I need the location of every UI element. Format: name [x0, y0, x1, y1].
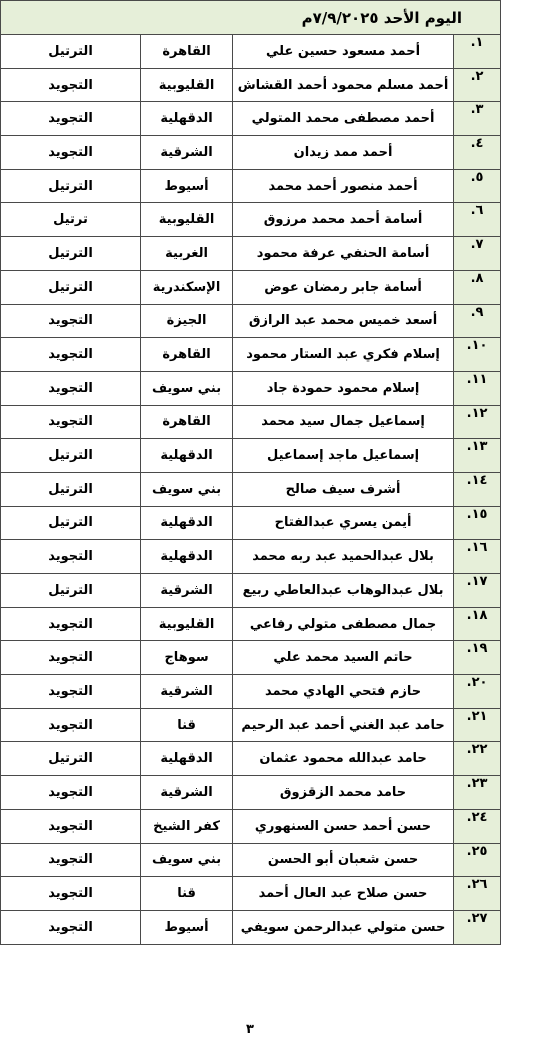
participant-name: أيمن يسري عبدالفتاح — [233, 506, 454, 540]
table-row — [1, 237, 501, 271]
table-row — [1, 641, 501, 675]
governorate: كفر الشيخ — [141, 809, 233, 843]
row-number: ٦. — [454, 203, 501, 237]
governorate: القاهرة — [141, 35, 233, 69]
governorate: قنا — [141, 877, 233, 911]
row-number: ١٧. — [454, 574, 501, 608]
recitation-type: الترتيل — [1, 472, 141, 506]
participant-name: أسامة جابر رمضان عوض — [233, 270, 454, 304]
table-row — [1, 203, 501, 237]
governorate: الدقهلية — [141, 439, 233, 473]
participant-name: حازم فتحي الهادي محمد — [233, 675, 454, 709]
row-number: ٢٦. — [454, 877, 501, 911]
participant-name: حاتم السيد محمد علي — [233, 641, 454, 675]
day-title: اليوم الأحد ٧/٩/٢٠٢٥م — [1, 1, 501, 35]
row-number: ٥. — [454, 169, 501, 203]
row-number: ٢٣. — [454, 776, 501, 810]
page-number: ٣ — [246, 1022, 254, 1037]
row-number: ١٨. — [454, 607, 501, 641]
table-row — [1, 102, 501, 136]
governorate: قنا — [141, 708, 233, 742]
participant-name: أسامة أحمد محمد مرزوق — [233, 203, 454, 237]
table-row — [1, 405, 501, 439]
row-number: ٤. — [454, 136, 501, 170]
row-number: ٢. — [454, 68, 501, 102]
recitation-type: التجويد — [1, 877, 141, 911]
governorate: الغربية — [141, 237, 233, 271]
participant-name: حامد محمد الزقزوق — [233, 776, 454, 810]
recitation-type: التجويد — [1, 405, 141, 439]
table-row — [1, 35, 501, 69]
governorate: الدقهلية — [141, 506, 233, 540]
participant-name: إسماعيل ماجد إسماعيل — [233, 439, 454, 473]
recitation-type: ترتيل — [1, 203, 141, 237]
table-row — [1, 809, 501, 843]
participant-name: بلال عبدالوهاب عبدالعاطي ربيع — [233, 574, 454, 608]
participant-name: أحمد منصور أحمد محمد — [233, 169, 454, 203]
governorate: الشرقية — [141, 574, 233, 608]
participant-name: إسلام محمود حمودة جاد — [233, 371, 454, 405]
recitation-type: الترتيل — [1, 35, 141, 69]
recitation-type: التجويد — [1, 708, 141, 742]
recitation-type: الترتيل — [1, 270, 141, 304]
table-row — [1, 136, 501, 170]
recitation-type: الترتيل — [1, 169, 141, 203]
row-number: ٩. — [454, 304, 501, 338]
row-number: ٨. — [454, 270, 501, 304]
governorate: أسيوط — [141, 910, 233, 944]
recitation-type: التجويد — [1, 68, 141, 102]
recitation-type: الترتيل — [1, 439, 141, 473]
table-row — [1, 472, 501, 506]
header-row — [1, 1, 501, 35]
governorate: الجيزة — [141, 304, 233, 338]
recitation-type: التجويد — [1, 102, 141, 136]
recitation-type: الترتيل — [1, 506, 141, 540]
participant-name: حسن صلاح عبد العال أحمد — [233, 877, 454, 911]
recitation-type: التجويد — [1, 910, 141, 944]
recitation-type: الترتيل — [1, 742, 141, 776]
table-row — [1, 776, 501, 810]
row-number: ١٥. — [454, 506, 501, 540]
recitation-type: التجويد — [1, 843, 141, 877]
row-number: ٢٧. — [454, 910, 501, 944]
governorate: الدقهلية — [141, 742, 233, 776]
row-number: ١١. — [454, 371, 501, 405]
governorate: بني سويف — [141, 371, 233, 405]
recitation-type: التجويد — [1, 338, 141, 372]
governorate: القليوبية — [141, 607, 233, 641]
table-row — [1, 843, 501, 877]
table-row — [1, 877, 501, 911]
table-row — [1, 68, 501, 102]
recitation-type: التجويد — [1, 540, 141, 574]
table-row — [1, 910, 501, 944]
row-number: ٢٢. — [454, 742, 501, 776]
participant-name: أسامة الحنفي عرفة محمود — [233, 237, 454, 271]
participant-name: بلال عبدالحميد عبد ربه محمد — [233, 540, 454, 574]
table-row — [1, 304, 501, 338]
governorate: سوهاج — [141, 641, 233, 675]
recitation-type: التجويد — [1, 776, 141, 810]
row-number: ٢٤. — [454, 809, 501, 843]
table-row — [1, 506, 501, 540]
governorate: الشرقية — [141, 776, 233, 810]
governorate: الدقهلية — [141, 102, 233, 136]
table-row — [1, 607, 501, 641]
row-number: ١٢. — [454, 405, 501, 439]
governorate: القليوبية — [141, 68, 233, 102]
row-number: ٧. — [454, 237, 501, 271]
row-number: ١٠. — [454, 338, 501, 372]
participant-name: أسعد خميس محمد عبد الرازق — [233, 304, 454, 338]
row-number: ٢٥. — [454, 843, 501, 877]
row-number: ٢١. — [454, 708, 501, 742]
participant-name: حامد عبد الغني أحمد عبد الرحيم — [233, 708, 454, 742]
governorate: بني سويف — [141, 472, 233, 506]
row-number: ٣. — [454, 102, 501, 136]
participant-name: أحمد ممد زيدان — [233, 136, 454, 170]
table-row — [1, 338, 501, 372]
participant-name: حسن أحمد حسن السنهوري — [233, 809, 454, 843]
participant-name: إسلام فكري عبد الستار محمود — [233, 338, 454, 372]
table-row — [1, 270, 501, 304]
governorate: الشرقية — [141, 136, 233, 170]
recitation-type: الترتيل — [1, 574, 141, 608]
governorate: أسيوط — [141, 169, 233, 203]
participant-name: أشرف سيف صالح — [233, 472, 454, 506]
participant-name: أحمد مسلم محمود أحمد القشاش — [233, 68, 454, 102]
governorate: الدقهلية — [141, 540, 233, 574]
table-row — [1, 439, 501, 473]
governorate: بني سويف — [141, 843, 233, 877]
table-row — [1, 574, 501, 608]
table-body — [1, 35, 501, 945]
governorate: القاهرة — [141, 338, 233, 372]
recitation-type: التجويد — [1, 136, 141, 170]
recitation-type: التجويد — [1, 371, 141, 405]
table-row — [1, 708, 501, 742]
participant-name: جمال مصطفى متولي رفاعي — [233, 607, 454, 641]
table-row — [1, 675, 501, 709]
governorate: القاهرة — [141, 405, 233, 439]
participant-name: إسماعيل جمال سيد محمد — [233, 405, 454, 439]
participant-name: حسن شعبان أبو الحسن — [233, 843, 454, 877]
row-number: ١٩. — [454, 641, 501, 675]
governorate: الشرقية — [141, 675, 233, 709]
participant-name: أحمد مسعود حسين علي — [233, 35, 454, 69]
row-number: ١٤. — [454, 472, 501, 506]
recitation-type: التجويد — [1, 809, 141, 843]
recitation-type: الترتيل — [1, 237, 141, 271]
table-row — [1, 371, 501, 405]
recitation-type: التجويد — [1, 304, 141, 338]
table-row — [1, 540, 501, 574]
participant-name: أحمد مصطفى محمد المتولي — [233, 102, 454, 136]
row-number: ١٦. — [454, 540, 501, 574]
row-number: ١. — [454, 35, 501, 69]
recitation-type: التجويد — [1, 641, 141, 675]
table-row — [1, 169, 501, 203]
governorate: القليوبية — [141, 203, 233, 237]
governorate: الإسكندرية — [141, 270, 233, 304]
participant-name: حامد عبدالله محمود عثمان — [233, 742, 454, 776]
row-number: ١٣. — [454, 439, 501, 473]
row-number: ٢٠. — [454, 675, 501, 709]
recitation-type: التجويد — [1, 675, 141, 709]
participant-name: حسن متولي عبدالرحمن سويفي — [233, 910, 454, 944]
table-row — [1, 742, 501, 776]
recitation-type: التجويد — [1, 607, 141, 641]
